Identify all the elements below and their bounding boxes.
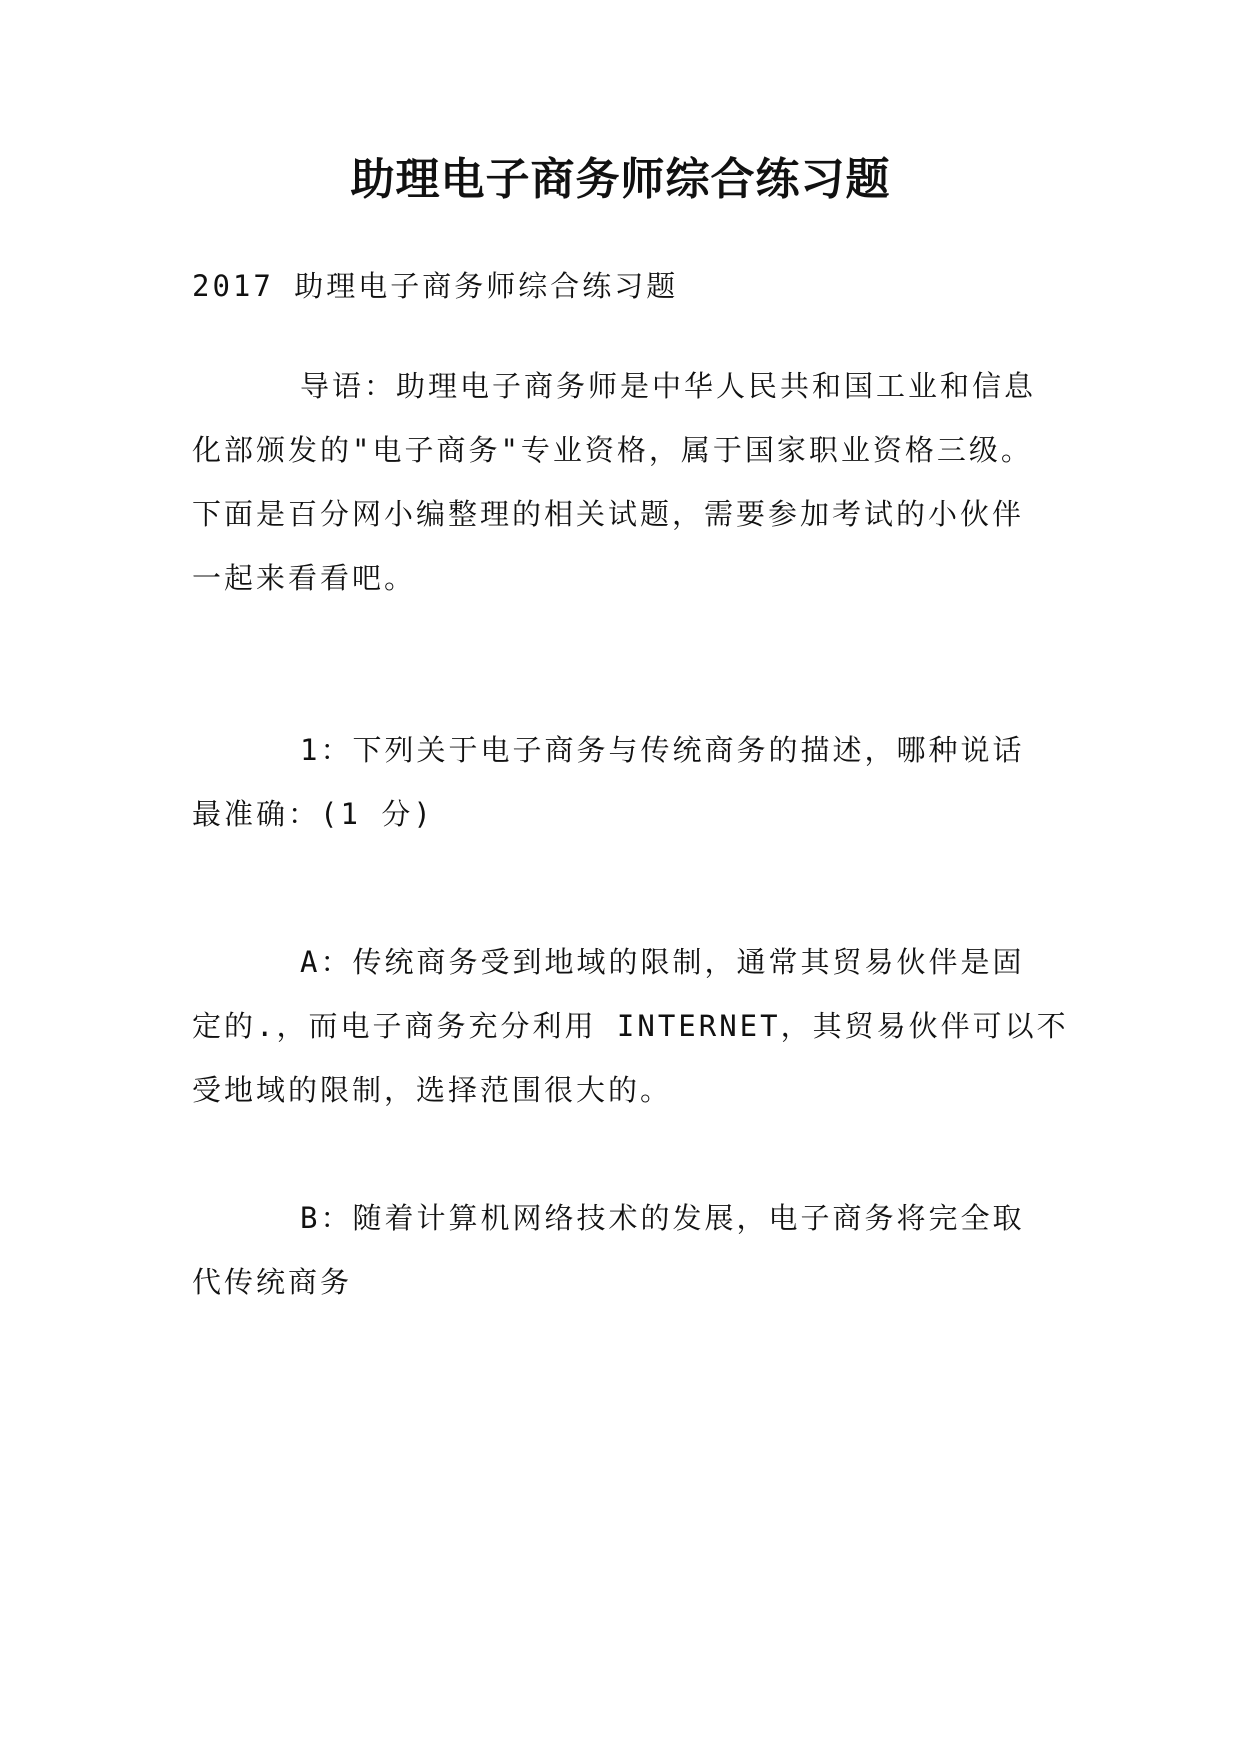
subtitle-line: 2017 助理电子商务师综合练习题 [192, 269, 679, 303]
intro-line: 下面是百分网小编整理的相关试题，需要参加考试的小伙伴 [192, 497, 1025, 531]
option-line: 受地域的限制，选择范围很大的。 [192, 1073, 673, 1107]
intro-line: 化部颁发的"电子商务"专业资格，属于国家职业资格三级。 [192, 433, 1033, 467]
document-title: 助理电子商务师综合练习题 [350, 154, 891, 205]
option-line: 代传统商务 [192, 1265, 353, 1299]
option-a [192, 930, 1069, 1122]
option-line: B：随着计算机网络技术的发展，电子商务将完全取 [300, 1201, 1025, 1235]
document-subtitle [192, 254, 1062, 318]
question-line: 最准确：(1 分) [192, 797, 434, 831]
intro-paragraph [192, 354, 1062, 610]
intro-line: 一起来看看吧。 [192, 561, 417, 595]
option-line: A：传统商务受到地域的限制，通常其贸易伙伴是固 [300, 945, 1025, 979]
option-b [192, 1186, 1062, 1314]
intro-line: 导语：助理电子商务师是中华人民共和国工业和信息 [300, 369, 1037, 403]
question-1 [192, 718, 1062, 846]
option-line: 定的.，而电子商务充分利用 INTERNET，其贸易伙伴可以不 [192, 1009, 1069, 1043]
question-line: 1：下列关于电子商务与传统商务的描述，哪种说话 [300, 733, 1025, 767]
